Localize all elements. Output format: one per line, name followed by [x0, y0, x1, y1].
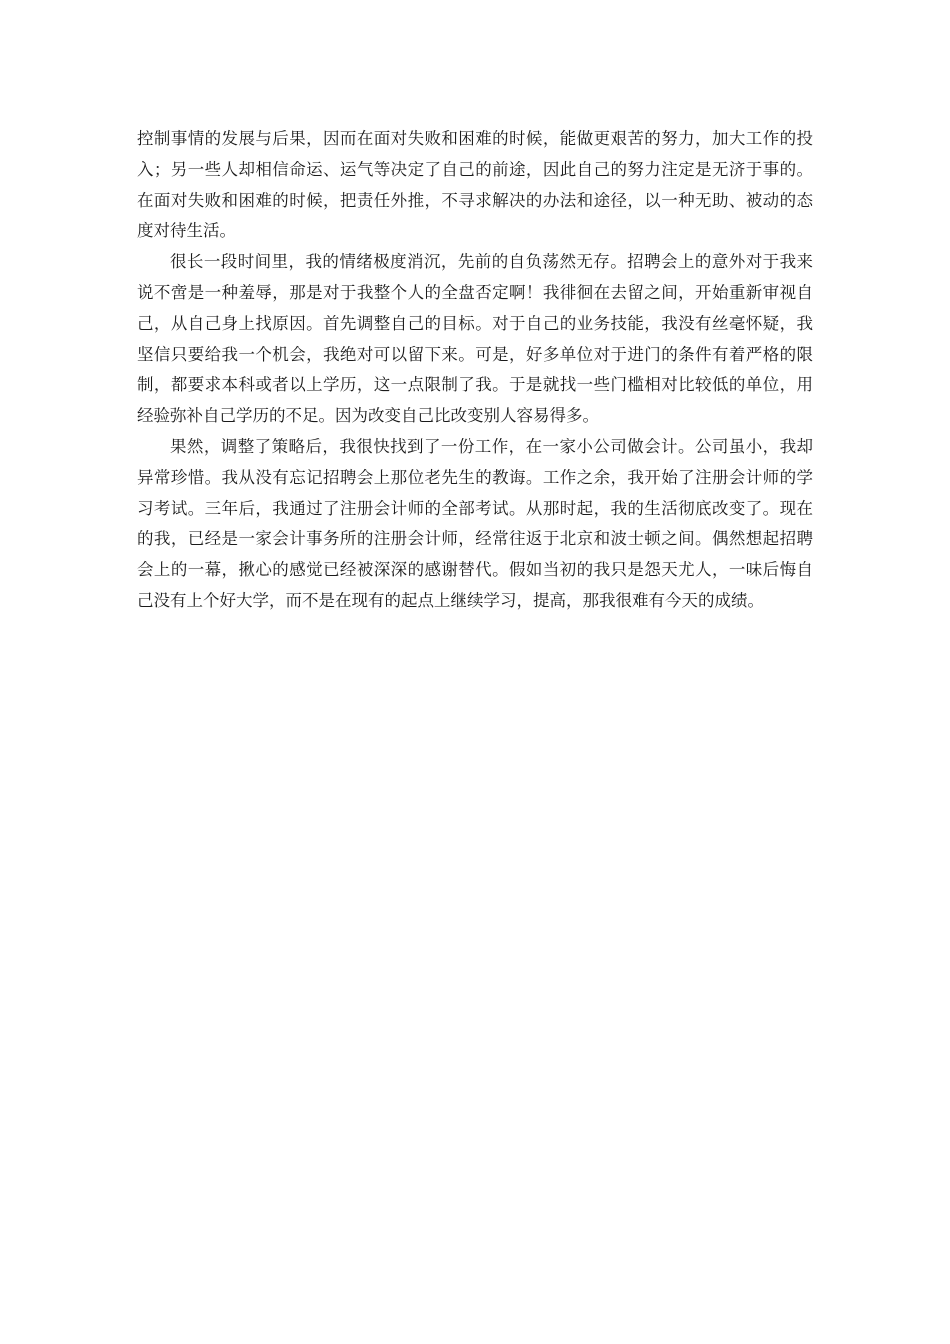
- paragraph-3: 果然，调整了策略后，我很快找到了一份工作，在一家小公司做会计。公司虽小，我却异常珍惜。我从没有忘记招聘会上那位老先生的教诲。工作之余，我开始了注册会计师的学习考试。三年后，我通过了注册会计师的全部考试。从那时起，我的生活彻底改变了。现在的我，已经是一家会计事务所的注册会计师，经常往返于北京和波士顿之间。偶然想起招聘会上的一幕，揪心的感觉已经被深深的感谢替代。假如当初的我只是怨天尤人，一味后悔自己没有上个好大学，而不是在现有的起点上继续学习，提高，那我很难有今天的成绩。: [137, 436, 813, 610]
- document-body: [137, 124, 813, 617]
- paragraph-2: 很长一段时间里，我的情绪极度消沉，先前的自负荡然无存。招聘会上的意外对于我来说不啻是一种羞辱，那是对于我整个人的全盘否定啊！我徘徊在去留之间，开始重新审视自己，从自己身上找原因。首先调整自己的目标。对于自己的业务技能，我没有丝毫怀疑，我坚信只要给我一个机会，我绝对可以留下来。可是，好多单位对于进门的条件有着严格的限制，都要求本科或者以上学历，这一点限制了我。于是就找一些门槛相对比较低的单位，用经验弥补自己学历的不足。因为改变自己比改变别人容易得多。: [137, 252, 813, 426]
- paragraph-1: 控制事情的发展与后果，因而在面对失败和困难的时候，能做更艰苦的努力，加大工作的投入；另一些人却相信命运、运气等决定了自己的前途，因此自己的努力注定是无济于事的。在面对失败和困难的时候，把责任外推，不寻求解决的办法和途径，以一种无助、被动的态度对待生活。: [137, 129, 813, 241]
